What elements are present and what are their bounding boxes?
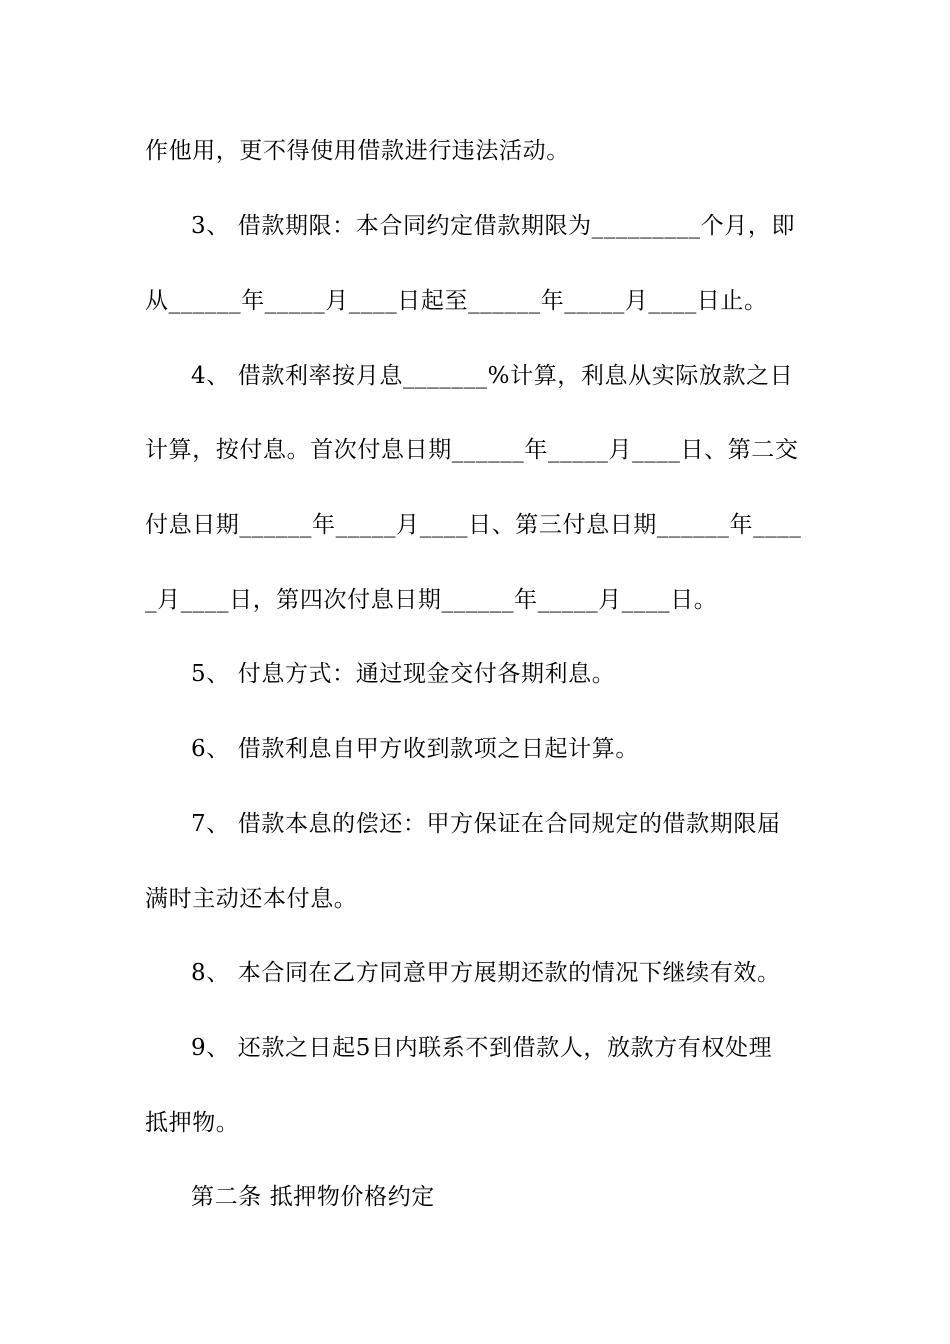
clause-4-line-4: _月____日，第四次付息日期______年_____月____日。 (145, 587, 718, 613)
clause-4-line-1: 4、 借款利率按月息_______%计算，利息从实际放款之日 (191, 363, 794, 389)
text-line-continuation: 作他用，更不得使用借款进行违法活动。 (145, 138, 570, 164)
clause-7-line-1: 7、 借款本息的偿还：甲方保证在合同规定的借款期限届 (191, 811, 781, 837)
article-2-heading: 第二条 抵押物价格约定 (191, 1184, 435, 1210)
clause-6: 6、 借款利息自甲方收到款项之日起计算。 (191, 736, 639, 762)
clause-5: 5、 付息方式：通过现金交付各期利息。 (191, 661, 616, 687)
clause-3-line-1: 3、 借款期限：本合同约定借款期限为_________个月，即 (191, 213, 796, 239)
clause-7-line-2: 满时主动还本付息。 (145, 886, 358, 912)
clause-3-line-2: 从______年_____月____日起至______年_____月____日止。 (145, 288, 768, 314)
clause-8: 8、 本合同在乙方同意甲方展期还款的情况下继续有效。 (191, 960, 781, 986)
clause-9-line-2: 抵押物。 (145, 1110, 240, 1136)
clause-9-line-1: 9、 还款之日起5日内联系不到借款人，放款方有权处理 (191, 1035, 773, 1061)
clause-4-line-3: 付息日期______年_____月____日、第三付息日期______年____ (145, 512, 802, 538)
clause-4-line-2: 计算，按付息。首次付息日期______年_____月____日、第二交 (145, 437, 799, 463)
